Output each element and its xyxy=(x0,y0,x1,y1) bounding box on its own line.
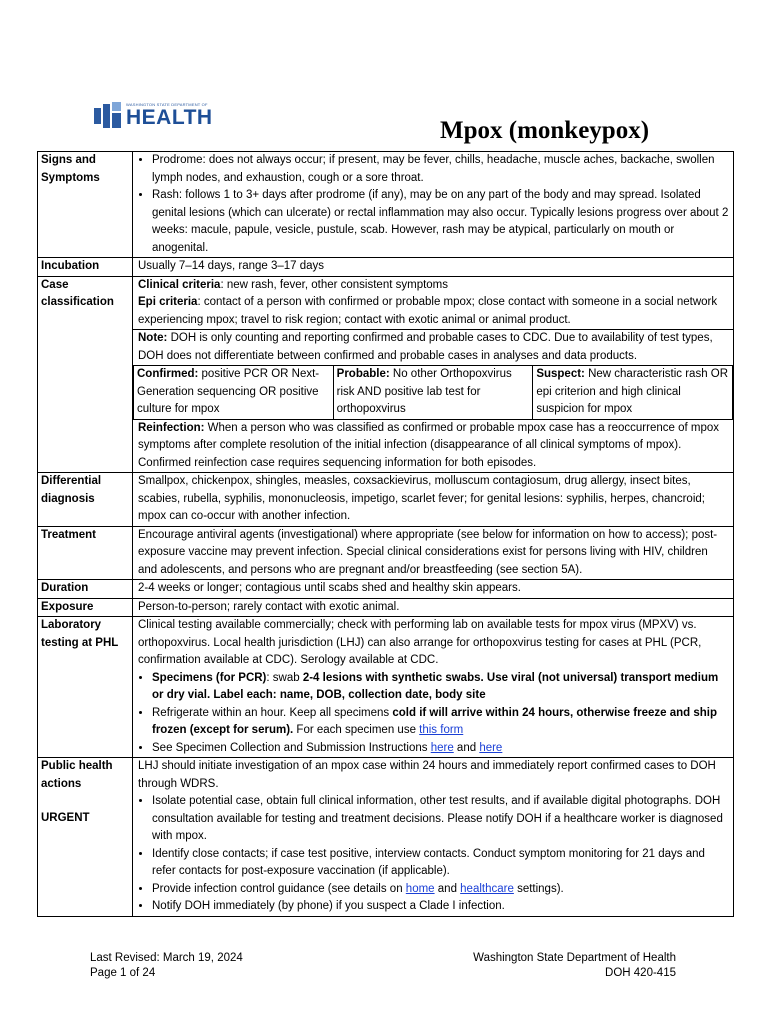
ic-post: settings). xyxy=(513,882,564,895)
suspect-cell xyxy=(533,366,733,420)
epi-criteria-text: : contact of a person with confirmed or probable mpox; close contact with someone in a social network experiencing mpox; travel to risk region; contact with exotic animal or animal product. xyxy=(138,296,718,326)
healthcare-link[interactable]: healthcare xyxy=(460,882,514,895)
label-case: Case classification xyxy=(38,276,133,473)
page-title: Mpox (monkeypox) xyxy=(440,117,650,144)
urgent-label: URGENT xyxy=(41,812,90,824)
home-link[interactable]: home xyxy=(405,882,435,895)
row-signs xyxy=(38,152,734,258)
public-item-infection-control xyxy=(152,881,730,899)
confirmed-label: Confirmed: xyxy=(137,368,199,380)
specimens-label: Specimens (for PCR) xyxy=(152,671,267,684)
probable-cell xyxy=(333,366,533,420)
public-item-isolate: • Isolate potential case, obtain full clinical information, other test results, and if available digital photographs. DOH consultation available for testing and treatment decisions. Please notify DOH if a healthcare worker is diagnosed with mpox. xyxy=(152,793,730,846)
clinical-criteria-text: : new rash, fever, other consistent symptoms xyxy=(220,278,449,291)
ic-pre: Provide infection control guidance (see details on xyxy=(152,882,406,895)
this-form-link[interactable]: this form xyxy=(419,724,464,736)
label-lab: Laboratory testing at PHL xyxy=(38,617,133,758)
row-case xyxy=(38,276,734,473)
content-differential: Smallpox, chickenpox, shingles, measles, coxsackievirus, molluscum contagiosum, drug allergy, insect bites, scabies, rubella, syphilis, mononucleosis, impetigo, scarlet fever; for genital lesions: syphilis, herpes, chancroid; mpox can co-occur with another infection. xyxy=(133,473,734,527)
reinfection-label: Reinfection: xyxy=(138,421,205,434)
row-treatment xyxy=(38,526,734,580)
lab-intro: Clinical testing available commercially; check with performing lab on available tests for mpox virus (MPXV) vs. orthopoxvirus. Local health jurisdiction (LHJ) can also arrange for orthopoxvirus testing for cases at PHL (PCR, confirmation available at CDC). Serology available at CDC. xyxy=(138,619,702,666)
logo-text: HEALTH xyxy=(126,106,213,129)
see-text: See Specimen Collection and Submission Instructions xyxy=(152,741,431,754)
refrig-text: Refrigerate within an hour. Keep all specimens xyxy=(152,706,393,719)
clinical-criteria-label: Clinical criteria xyxy=(138,278,221,291)
see-and: and xyxy=(453,741,480,754)
confirmed-text: positive PCR OR Next-Generation sequencing OR positive culture for mpox xyxy=(137,368,320,415)
probable-label: Probable: xyxy=(336,368,390,380)
content-lab xyxy=(133,617,734,758)
content-incubation: Usually 7–14 days, range 3–17 days xyxy=(133,258,734,277)
content-duration: 2-4 weeks or longer; contagious until scabs shed and healthy skin appears. xyxy=(133,580,734,599)
last-revised: Last Revised: March 19, 2024 xyxy=(90,952,243,964)
row-lab xyxy=(38,617,734,758)
row-exposure xyxy=(38,598,734,617)
content-treatment: Encourage antiviral agents (investigational) where appropriate (see below for information on how to access); post-exposure vaccine may prevent infection. Special clinical considerations exist for persons living with HIV, children and adolescents, and persons who are pregnant and/or breastfeeding (see section 5A). xyxy=(133,526,734,580)
label-incubation: Incubation xyxy=(38,258,133,277)
info-table xyxy=(37,151,734,917)
footer-left xyxy=(90,951,243,981)
public-item-contacts: • Identify close contacts; if case test positive, interview contacts. Conduct symptom monitoring for 21 days and refer contacts for post-exposure vaccination (if applicable). xyxy=(152,846,730,881)
lab-item-instructions xyxy=(152,740,730,758)
ic-mid: and xyxy=(434,882,461,895)
page-number: Page 1 of 24 xyxy=(90,967,156,979)
refrig-bold: cold if will arrive within 24 hours, otherwise freeze and ship frozen (except for serum). xyxy=(152,706,717,736)
signs-item-prodrome: • Prodrome: does not always occur; if present, may be fever, chills, headache, muscle aches, backache, swollen lymph nodes, and exhaustion, cough or a sore throat. xyxy=(152,152,730,187)
label-public-cell xyxy=(38,758,133,917)
row-incubation xyxy=(38,258,734,277)
lab-item-refrigerate xyxy=(152,705,730,740)
public-item-notify: • Notify DOH immediately (by phone) if you suspect a Clade I infection. xyxy=(152,898,730,916)
row-public xyxy=(38,758,734,917)
department-name: Washington State Department of Health xyxy=(473,952,676,964)
label-signs: Signs and Symptoms xyxy=(38,152,133,258)
specimens-mid: : swab xyxy=(266,671,303,684)
footer-right xyxy=(473,951,676,981)
signs-item-rash: • Rash: follows 1 to 3+ days after prodrome (if any), may be on any part of the body and may spread. Isolated genital lesions (which can ulcerate) or rectal inflammation may also occur. Typically lesions progress over about 2 weeks: macule, papule, vesicle, pustule, scab. However, rash may be atypical, particularly on mouth or anogenital. xyxy=(152,187,730,257)
probable-text: No other Orthopoxvirus risk AND positive lab test for orthopoxvirus xyxy=(336,368,512,415)
classification-table xyxy=(133,365,733,420)
document-number: DOH 420-415 xyxy=(605,967,676,979)
logo-small-text: WASHINGTON STATE DEPARTMENT OF xyxy=(126,102,208,107)
note-text: DOH is only counting and reporting confirmed and probable cases to CDC. Due to availability of test types, DOH does not differentiate between confirmed and probable cases in analyses and data products. xyxy=(138,332,713,362)
content-signs xyxy=(133,152,734,258)
label-duration: Duration xyxy=(38,580,133,599)
lab-item-specimens xyxy=(152,670,730,705)
content-exposure: Person-to-person; rarely contact with exotic animal. xyxy=(133,598,734,617)
suspect-text: New characteristic rash OR epi criterion and high clinical suspicion for mpox xyxy=(536,368,729,415)
suspect-label: Suspect: xyxy=(536,368,585,380)
confirmed-cell xyxy=(134,366,334,420)
row-differential xyxy=(38,473,734,527)
label-treatment: Treatment xyxy=(38,526,133,580)
here-link-2[interactable]: here xyxy=(479,741,503,754)
doh-logo-icon xyxy=(94,102,122,132)
note-label: Note: xyxy=(138,332,168,344)
content-case xyxy=(133,276,734,473)
public-intro: LHJ should initiate investigation of an mpox case within 24 hours and immediately report confirmed cases to DOH through WDRS. xyxy=(138,760,716,790)
row-duration xyxy=(38,580,734,599)
epi-criteria-label: Epi criteria xyxy=(138,296,198,308)
reinfection-text: When a person who was classified as confirmed or probable mpox case has a reoccurrence of mpox symptoms after complete resolution of the initial infection (disappearance of all clinical symptoms of mpox). Confirmed reinfection case requires sequencing information for both episodes. xyxy=(138,421,720,469)
specimens-bold: 2-4 lesions with synthetic swabs. Use viral (not universal) transport medium or dry vial. Label each: name, DOB, collection date, body site xyxy=(152,671,719,701)
content-public xyxy=(133,758,734,917)
here-link-1[interactable]: here xyxy=(430,741,454,754)
doh-logo xyxy=(94,102,213,134)
label-exposure: Exposure xyxy=(38,598,133,617)
label-differential: Differential diagnosis xyxy=(38,473,133,527)
label-public: Public health actions xyxy=(41,760,113,790)
refrig-text2: For each specimen use xyxy=(293,724,420,736)
